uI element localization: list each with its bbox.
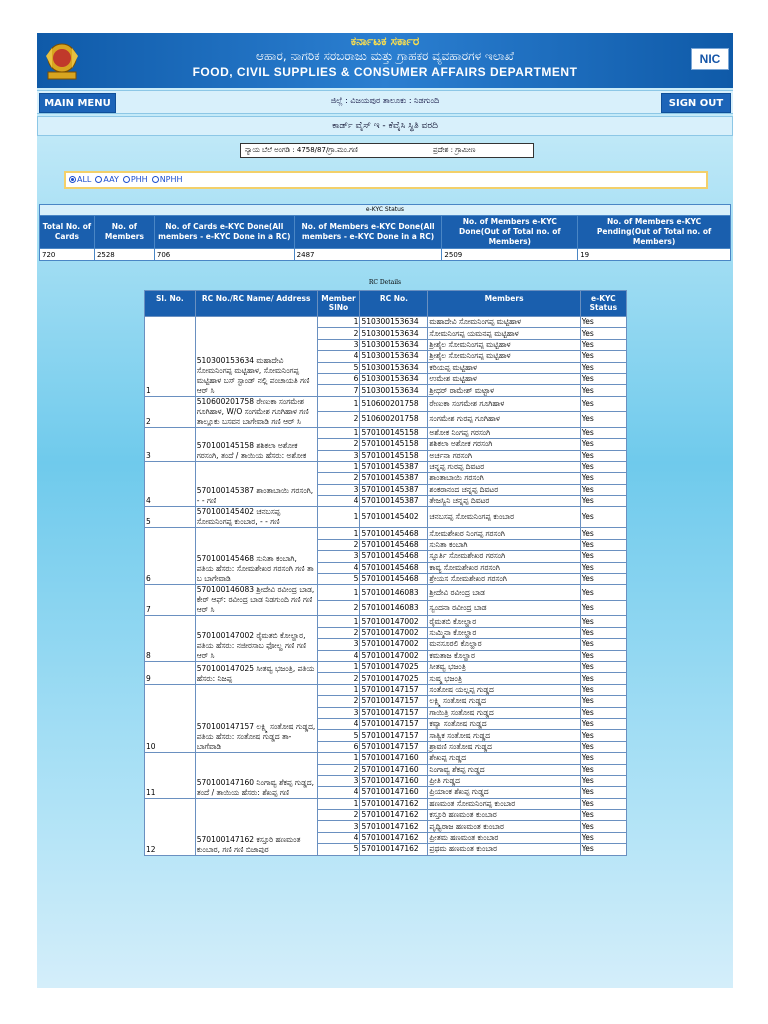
ekyc-status: Yes xyxy=(580,427,626,438)
table-row xyxy=(145,616,627,627)
member-name: ಲಕ್ಷ್ಮಿ ಸಂತೋಷ ಗುಡ್ಡದ xyxy=(428,696,580,707)
member-slno: 2 xyxy=(317,627,360,638)
ekyc-header: No. of Cards e-KYC Done(All members - e-KYC Done in a RC) xyxy=(154,216,294,249)
rc-serial: 8 xyxy=(145,616,196,662)
member-name: ಕಮತಾಜ ಕೊಲ್ಹಾರ xyxy=(428,650,580,661)
ekyc-status: Yes xyxy=(580,741,626,752)
member-slno: 1 xyxy=(317,798,360,809)
member-slno: 3 xyxy=(317,639,360,650)
ekyc-value: 706 xyxy=(154,249,294,261)
member-rc-no: 510300153634 xyxy=(360,373,428,384)
member-name: ಸೋಮಶೇಖರ ನಿಂಗಪ್ಪ ಗರಸಂಗಿ xyxy=(428,528,580,539)
member-rc-no: 570100145387 xyxy=(360,484,428,495)
member-name: ಸೀತವ್ವ ಭಜಂತ್ರಿ xyxy=(428,661,580,672)
rc-name-address: 570100145468 ಸುನಿತಾ ಕಂಬಾಗಿ, ಪತಿಯ ಹೆಸರು: ಸೋಮಶೇಖರ ಗರಸಂಗಿ ಗಣಿ ತಾ ಬ ಬಾಗೇವಾಡಿ xyxy=(195,528,317,585)
member-rc-no: 570100145387 xyxy=(360,496,428,507)
member-rc-no: 570100147025 xyxy=(360,673,428,684)
member-slno: 3 xyxy=(317,707,360,718)
member-slno: 4 xyxy=(317,351,360,362)
ekyc-status: Yes xyxy=(580,600,626,616)
member-name: ಮನಸೂರಲಿ ಕೊಲ್ಹಾರ xyxy=(428,639,580,650)
shop-label: ನ್ಯಾಯ ಬೆಲೆ ಅಂಗಡಿ : 4758/87/ಗ್ರಾ.ಮಂ.ಗಣಿ xyxy=(245,146,358,154)
filter-aay-radio[interactable] xyxy=(95,175,118,184)
member-name: ರೇಣುಕಾ ಸಂಗಮೇಶ ಗೂಗಿಹಾಳ xyxy=(428,396,580,412)
member-name: ಶ್ರೀಶೈಲ ಸೋಮನಿಂಗಪ್ಪ ಮಟ್ಟಿಹಾಳ xyxy=(428,351,580,362)
member-name: ಶ್ರಾವಣಿ ಸಂತೋಷ ಗುಡ್ಡದ xyxy=(428,741,580,752)
rc-serial: 6 xyxy=(145,528,196,585)
member-name: ರೈಮತಬಿ ಕೋಲ್ಹಾರ xyxy=(428,616,580,627)
ekyc-value: 2487 xyxy=(294,249,442,261)
member-slno: 5 xyxy=(317,844,360,855)
member-name: ಸ್ವಂದನಾ ರವೀಂದ್ರ ಬಾಡ xyxy=(428,600,580,616)
member-rc-no: 570100147162 xyxy=(360,844,428,855)
report-title: ಕಾರ್ಡ್ ವೈಸ್ ಇ - ಕೆವೈಸಿ ಸ್ಥಿತಿ ವರದಿ xyxy=(37,116,733,136)
member-name: ಶೇಖಪ್ಪ ಗುಡ್ಡದ xyxy=(428,753,580,764)
ekyc-status-table xyxy=(39,204,731,261)
member-slno: 1 xyxy=(317,753,360,764)
ekyc-status: Yes xyxy=(580,696,626,707)
ekyc-status: Yes xyxy=(580,574,626,585)
ekyc-status: Yes xyxy=(580,650,626,661)
member-slno: 1 xyxy=(317,585,360,601)
member-rc-no: 570100147002 xyxy=(360,616,428,627)
member-name: ಕಾವ್ಯ ಸೋಮಶೇಖರ ಗರಸಂಗಿ xyxy=(428,562,580,573)
member-slno: 1 xyxy=(317,461,360,472)
radio-icon[interactable] xyxy=(123,176,130,183)
member-rc-no: 570100147157 xyxy=(360,730,428,741)
member-name: ಕರಿಯಪ್ಪ ಮಟ್ಟಿಹಾಳ xyxy=(428,362,580,373)
ekyc-status: Yes xyxy=(580,764,626,775)
member-rc-no: 570100145387 xyxy=(360,461,428,472)
ekyc-header: No. of Members e-KYC Done(All members - e-KYC Done in a RC) xyxy=(294,216,442,249)
ekyc-status: Yes xyxy=(580,787,626,798)
member-slno: 3 xyxy=(317,484,360,495)
ekyc-status: Yes xyxy=(580,412,626,428)
ekyc-status: Yes xyxy=(580,328,626,339)
member-slno: 4 xyxy=(317,832,360,843)
member-rc-no: 570100145468 xyxy=(360,574,428,585)
table-row xyxy=(40,249,731,261)
member-slno: 4 xyxy=(317,562,360,573)
member-rc-no: 570100146083 xyxy=(360,585,428,601)
member-rc-no: 570100147002 xyxy=(360,627,428,638)
ekyc-header: No. of Members xyxy=(94,216,154,249)
filter-phh-radio[interactable] xyxy=(123,175,148,184)
ekyc-status: Yes xyxy=(580,496,626,507)
member-name: ಅಶೋಕ ನಿಂಗಪ್ಪ ಗರಸಂಗಿ xyxy=(428,427,580,438)
shop-info xyxy=(240,143,534,158)
member-slno: 4 xyxy=(317,718,360,729)
member-rc-no: 570100145387 xyxy=(360,473,428,484)
card-type-filter xyxy=(64,171,708,189)
member-name: ಶಾಂತಾಬಾಯಿ ಗರಸಂಗಿ xyxy=(428,473,580,484)
member-slno: 3 xyxy=(317,775,360,786)
member-rc-no: 570100145158 xyxy=(360,427,428,438)
member-slno: 3 xyxy=(317,450,360,461)
member-rc-no: 570100147160 xyxy=(360,764,428,775)
rc-name-address: 570100147160 ನಿಂಗಾವ್ವ ಶೆಕಪ್ಪ ಗುಡ್ಡದ, ತಂದೆ / ತಾಯಿಯ ಹೆಸರು: ಶೆಖಪ್ಪ ಗಣಿ xyxy=(195,753,317,799)
table-row xyxy=(145,427,627,438)
ekyc-value: 19 xyxy=(578,249,731,261)
member-name: ಸ್ಫೂರ್ತಿ ಸೋಮಶೇಖರ ಗರಸಂಗಿ xyxy=(428,551,580,562)
member-name: ಚನಬಸಪ್ಪ ಸೋಮನಿಂಗಪ್ಪ ಕುಂಬಾರ xyxy=(428,507,580,528)
member-name: ಉಮೇಶ ಮಟ್ಟಿಹಾಳ xyxy=(428,373,580,384)
member-slno: 3 xyxy=(317,821,360,832)
rc-name-address: 570100147162 ಕಸ್ತೂರಿ ಹಣಮಂತ ಕುಂಬಾರ, ಗಣಿ ಗಣಿ ಬಿಜಾಪುರ xyxy=(195,798,317,855)
member-rc-no: 570100145468 xyxy=(360,551,428,562)
member-slno: 2 xyxy=(317,328,360,339)
table-row xyxy=(145,684,627,695)
member-rc-no: 510300153634 xyxy=(360,328,428,339)
member-name: ಹಣಮಂತ ಸೋಮನಿಂಗಪ್ಪ ಕುಂಬಾರ xyxy=(428,798,580,809)
table-row xyxy=(145,396,627,412)
member-slno: 1 xyxy=(317,528,360,539)
member-slno: 2 xyxy=(317,439,360,450)
member-name: ಸುನಿತಾ ಕಂಬಾಗಿ xyxy=(428,539,580,550)
member-slno: 5 xyxy=(317,730,360,741)
table-row xyxy=(145,528,627,539)
location-text: ಜಿಲ್ಲೆ : ವಿಜಯಪುರ ತಾಲೂಕು : ನಿಡಗುಂದಿ xyxy=(330,96,440,105)
member-name: ಸಂಗಮೇಶ ಗುರಪ್ಪ ಗೂಗಿಹಾಳ xyxy=(428,412,580,428)
rc-header: RC No. xyxy=(360,291,428,317)
member-slno: 2 xyxy=(317,600,360,616)
rc-header: Members xyxy=(428,291,580,317)
rc-header: Sl. No. xyxy=(145,291,196,317)
member-rc-no: 510300153634 xyxy=(360,362,428,373)
member-rc-no: 570100147162 xyxy=(360,810,428,821)
member-rc-no: 570100147157 xyxy=(360,741,428,752)
state-title: ಕರ್ನಾಟಕ ಸರ್ಕಾರ xyxy=(350,34,420,48)
rc-name-address: 570100145402 ಚನಬಸಪ್ಪ ಸೋಮನಿಂಗಪ್ಪ ಕುಂಬಾರ, - - ಗಣಿ xyxy=(195,507,317,528)
table-row xyxy=(145,661,627,672)
member-name: ಸಾತ್ವಿಕ ಸಂತೋಷ ಗುಡ್ಡದ xyxy=(428,730,580,741)
member-rc-no: 570100147002 xyxy=(360,650,428,661)
rc-serial: 10 xyxy=(145,684,196,752)
member-rc-no: 570100147160 xyxy=(360,775,428,786)
member-name: ಶ್ರೇಯಸ ಸೋಮಶೇಖರ ಗರಸಂಗಿ xyxy=(428,574,580,585)
ekyc-status: Yes xyxy=(580,385,626,396)
member-name: ಶಶಿಕಲಾ ಅಶೋಕ ಗರಸಂಗಿ xyxy=(428,439,580,450)
ekyc-status: Yes xyxy=(580,753,626,764)
ekyc-status: Yes xyxy=(580,661,626,672)
member-slno: 6 xyxy=(317,741,360,752)
member-name: ಮಹಾದೇವಿ ಸೋಮನಿಂಗಪ್ಪ ಮಟ್ಟಿಹಾಳ xyxy=(428,317,580,328)
member-rc-no: 570100145468 xyxy=(360,562,428,573)
member-name: ಪ್ರೀತಮ ಹಣಮಂತ ಕುಂಬಾರ xyxy=(428,832,580,843)
ekyc-status: Yes xyxy=(580,775,626,786)
ekyc-status: Yes xyxy=(580,821,626,832)
rc-serial: 11 xyxy=(145,753,196,799)
nav-bar xyxy=(37,90,733,114)
table-row xyxy=(145,585,627,601)
table-row xyxy=(145,317,627,328)
rc-name-address: 570100146083 ಶ್ರೀದೇವಿ ರವೀಂದ್ರ ಬಾಡ, ಕೇರ್ ಆಫ್: ರವೀಂದ್ರ ಬಾಡ ನಿಡಗುಂದಿ ಗಣಿ ಗಣಿ ಆರ್ ಸಿ xyxy=(195,585,317,616)
ekyc-status: Yes xyxy=(580,627,626,638)
page xyxy=(37,33,733,988)
nic-logo: NIC xyxy=(691,48,729,70)
ekyc-status: Yes xyxy=(580,373,626,384)
filter-label: NPHH xyxy=(159,175,183,184)
member-name: ಪ್ರಿಯಾಂಕ ಶೆಖಪ್ಪ ಗುಡ್ಡದ xyxy=(428,787,580,798)
member-slno: 2 xyxy=(317,473,360,484)
rc-header: e-KYC Status xyxy=(580,291,626,317)
member-slno: 3 xyxy=(317,551,360,562)
table-row xyxy=(145,798,627,809)
ekyc-status: Yes xyxy=(580,551,626,562)
member-rc-no: 570100147160 xyxy=(360,753,428,764)
member-name: ಕಸ್ತೂರಿ ಹಣಮಂತ ಕುಂಬಾರ xyxy=(428,810,580,821)
ekyc-status: Yes xyxy=(580,528,626,539)
member-rc-no: 570100147160 xyxy=(360,787,428,798)
ekyc-status: Yes xyxy=(580,484,626,495)
rc-name-address: 570100145158 ಶಶಿಕಲಾ ಅಶೋಕ ಗರಸಂಗಿ, ತಂದೆ / ತಾಯಿಯ ಹೆಸರು: ಅಶೋಕ xyxy=(195,427,317,461)
member-slno: 5 xyxy=(317,362,360,373)
rc-serial: 7 xyxy=(145,585,196,616)
member-name: ಪ್ರೀತಿ ಗುಡ್ಡದ xyxy=(428,775,580,786)
member-slno: 1 xyxy=(317,661,360,672)
department-title-en: FOOD, CIVIL SUPPLIES & CONSUMER AFFAIRS DEPARTMENT xyxy=(192,65,578,79)
member-name: ಶಂಕರಾನಂದ ಚನ್ನಪ್ಪ ದಿವಟರ xyxy=(428,484,580,495)
member-rc-no: 570100145468 xyxy=(360,539,428,550)
sign-out-button[interactable]: SIGN OUT xyxy=(661,93,731,113)
rc-serial: 2 xyxy=(145,396,196,427)
member-rc-no: 570100145468 xyxy=(360,528,428,539)
member-rc-no: 570100145402 xyxy=(360,507,428,528)
ekyc-status: Yes xyxy=(580,507,626,528)
member-name: ಅರ್ಚನಾ ಗರಸಂಗಿ xyxy=(428,450,580,461)
member-slno: 7 xyxy=(317,385,360,396)
member-slno: 4 xyxy=(317,650,360,661)
member-slno: 2 xyxy=(317,696,360,707)
member-name: ಶ್ರೀಶೈಲ ಸೋಮನಿಂಗಪ್ಪ ಮಟ್ಟಿಹಾಳ xyxy=(428,339,580,350)
rc-name-address: 570100145387 ಶಾಂತಾಬಾಯಿ ಗರಸಂಗಿ, - - ಗಣಿ xyxy=(195,461,317,507)
member-name: ಕವ್ಯಾ ಸಂತೋಷ ಗುಡ್ಡದ xyxy=(428,718,580,729)
region-label: ಪ್ರದೇಶ : ಗ್ರಾಮೀಣ xyxy=(433,146,476,154)
rc-name-address: 570100147002 ರೈಮತಬಿ ಕೋಲ್ಹಾರ, ಪತಿಯ ಹೆಸರು: ನಜೀರಸಾಬ ಫೋಲ್ಹ ಗಣಿ ಗಣಿ ಆರ್ ಸಿ xyxy=(195,616,317,662)
member-rc-no: 510300153634 xyxy=(360,351,428,362)
member-rc-no: 570100147157 xyxy=(360,707,428,718)
member-rc-no: 570100147162 xyxy=(360,798,428,809)
member-rc-no: 570100147157 xyxy=(360,684,428,695)
member-rc-no: 570100147157 xyxy=(360,718,428,729)
ekyc-status: Yes xyxy=(580,396,626,412)
filter-nphh-radio[interactable] xyxy=(152,175,183,184)
rc-serial: 5 xyxy=(145,507,196,528)
ekyc-caption: e-KYC Status xyxy=(40,205,731,216)
ekyc-status: Yes xyxy=(580,616,626,627)
rc-details-table xyxy=(144,290,627,856)
member-rc-no: 510300153634 xyxy=(360,317,428,328)
ekyc-status: Yes xyxy=(580,730,626,741)
member-name: ನಿಂಗಾವ್ವ ಶೆಕಪ್ಪ ಗುಡ್ಡದ xyxy=(428,764,580,775)
member-rc-no: 570100147002 xyxy=(360,639,428,650)
ekyc-status: Yes xyxy=(580,798,626,809)
member-slno: 1 xyxy=(317,616,360,627)
ekyc-status: Yes xyxy=(580,810,626,821)
rc-serial: 4 xyxy=(145,461,196,507)
member-slno: 4 xyxy=(317,787,360,798)
member-name: ಸಂತೋಷ ಯಲ್ಲಪ್ಪ ಗುಡ್ಡದ xyxy=(428,684,580,695)
member-slno: 4 xyxy=(317,496,360,507)
ekyc-status: Yes xyxy=(580,718,626,729)
ekyc-status: Yes xyxy=(580,844,626,855)
member-slno: 2 xyxy=(317,810,360,821)
ekyc-status: Yes xyxy=(580,473,626,484)
rc-serial: 1 xyxy=(145,317,196,397)
member-rc-no: 570100145158 xyxy=(360,450,428,461)
department-header xyxy=(37,33,733,88)
member-name: ಪ್ರಥಮ ಹಣಮಂತ ಕುಂಬಾರ xyxy=(428,844,580,855)
rc-serial: 12 xyxy=(145,798,196,855)
radio-icon[interactable] xyxy=(152,176,159,183)
rc-name-address: 510600201758 ರೇಣುಕಾ ಸಂಗಮೇಶ ಗೂಗಿಹಾಳ, W/O ಸಂಗಮೇಶ ಗೂಗಿಹಾಳ ಗಣಿ ತಾಲ್ಲೂಕು ಬಸವನ ಬಾಗೇವಾಡಿ ಗಣಿ ಆರ್ ಸಿ xyxy=(195,396,317,427)
rc-serial: 9 xyxy=(145,661,196,684)
radio-icon[interactable] xyxy=(95,176,102,183)
member-slno: 1 xyxy=(317,317,360,328)
ekyc-value: 2528 xyxy=(94,249,154,261)
rc-details-caption: RC Details xyxy=(368,279,402,286)
ekyc-status: Yes xyxy=(580,439,626,450)
ekyc-status: Yes xyxy=(580,339,626,350)
rc-serial: 3 xyxy=(145,427,196,461)
member-rc-no: 510300153634 xyxy=(360,339,428,350)
rc-name-address: 570100147157 ಲಕ್ಷ್ಮಿ ಸಂತೋಷ ಗುಡ್ಡದ, ಪತಿಯ ಹೆಸರು: ಸಂತೋಷ ಗುಡ್ಡದ ತಾ-ಬಾಗೆವಾಡಿ xyxy=(195,684,317,752)
member-slno: 2 xyxy=(317,412,360,428)
ekyc-header: No. of Members e-KYC Pending(Out of Total no. of Members) xyxy=(578,216,731,249)
member-name: ಗಾಯಿತ್ರಿ ಸಂತೋಷ ಗುಡ್ಡದ xyxy=(428,707,580,718)
ekyc-status: Yes xyxy=(580,539,626,550)
rc-name-address: 570100147025 ಸೀತವ್ವ ಭಜಂತ್ರಿ, ಪತಿಯ ಹೆಸರು: ನಿಜಪ್ಪ xyxy=(195,661,317,684)
member-name: ತೇಜಸ್ವಿನಿ ಚನ್ನಪ್ಪ ದಿವಟರ xyxy=(428,496,580,507)
rc-name-address: 510300153634 ಮಹಾದೇವಿ ಸೋಮನಿಂಗಪ್ಪ ಮಟ್ಟಿಹಾಳ, ಸೋಮನಿಂಗಪ್ಪ ಮಟ್ಟಿಹಾಳ ಬಸ್ ಸ್ಟಾಂಡ್ ನಲ್ಲಿ ಪಂಚಾಯತಿ ಗಣಿ ಆರ್ ಸಿ xyxy=(195,317,317,397)
member-name: ಸೋಮನಿಂಗಪ್ಪ ಯಮನಪ್ಪ ಮಟ್ಟಿಹಾಳ xyxy=(428,328,580,339)
ekyc-status: Yes xyxy=(580,317,626,328)
table-row xyxy=(145,507,627,528)
member-rc-no: 510600201758 xyxy=(360,412,428,428)
ekyc-status: Yes xyxy=(580,707,626,718)
ekyc-status: Yes xyxy=(580,673,626,684)
ekyc-status: Yes xyxy=(580,585,626,601)
member-rc-no: 570100147025 xyxy=(360,661,428,672)
member-slno: 2 xyxy=(317,764,360,775)
department-title-kn: ಆಹಾರ, ನಾಗರಿಕ ಸರಬರಾಜು ಮತ್ತು ಗ್ರಾಹಕರ ವ್ಯವಹಾರಗಳ ಇಲಾಖೆ xyxy=(256,49,514,63)
member-rc-no: 510600201758 xyxy=(360,396,428,412)
filter-label: ALL xyxy=(77,175,92,184)
radio-icon[interactable] xyxy=(69,176,76,183)
member-rc-no: 570100147162 xyxy=(360,821,428,832)
member-slno: 1 xyxy=(317,427,360,438)
member-rc-no: 570100145158 xyxy=(360,439,428,450)
member-rc-no: 570100147162 xyxy=(360,832,428,843)
ekyc-status: Yes xyxy=(580,450,626,461)
member-slno: 2 xyxy=(317,673,360,684)
member-slno: 3 xyxy=(317,339,360,350)
ekyc-value: 2509 xyxy=(442,249,578,261)
member-slno: 1 xyxy=(317,507,360,528)
ekyc-status: Yes xyxy=(580,562,626,573)
table-row xyxy=(145,753,627,764)
member-rc-no: 570100147157 xyxy=(360,696,428,707)
member-slno: 2 xyxy=(317,539,360,550)
member-slno: 1 xyxy=(317,396,360,412)
member-name: ಶ್ರೀದೇವಿ ರವೀಂದ್ರ ಬಾಡ xyxy=(428,585,580,601)
member-rc-no: 510300153634 xyxy=(360,385,428,396)
member-slno: 6 xyxy=(317,373,360,384)
ekyc-status: Yes xyxy=(580,684,626,695)
ekyc-status: Yes xyxy=(580,639,626,650)
ekyc-status: Yes xyxy=(580,362,626,373)
member-slno: 1 xyxy=(317,684,360,695)
member-name: ಸುಮ್ಮಿನಾ ಕೋಲ್ಹಾರ xyxy=(428,627,580,638)
filter-label: AAY xyxy=(103,175,119,184)
ekyc-value: 720 xyxy=(40,249,95,261)
filter-label: PHH xyxy=(130,175,148,184)
member-rc-no: 570100146083 xyxy=(360,600,428,616)
rc-header: RC No./RC Name/ Address xyxy=(195,291,317,317)
ekyc-status: Yes xyxy=(580,461,626,472)
rc-header: Member SlNo xyxy=(317,291,360,317)
member-name: ಚನ್ನಪ್ಪ ಗುರಪ್ಪ ದಿವಟರ xyxy=(428,461,580,472)
member-slno: 5 xyxy=(317,574,360,585)
member-name: ಶ್ರೀಧರ್ ರಾಮೇಶ್ ಮಟ್ಟಾಳ xyxy=(428,385,580,396)
state-emblem-icon xyxy=(42,38,82,82)
member-name: ಪೃಥ್ವಿರಾಜ ಹಣಮಂತ ಕುಂಬಾರ xyxy=(428,821,580,832)
ekyc-status: Yes xyxy=(580,832,626,843)
filter-all-radio[interactable] xyxy=(69,175,91,184)
ekyc-status: Yes xyxy=(580,351,626,362)
main-menu-button[interactable]: MAIN MENU xyxy=(39,93,116,113)
ekyc-header: No. of Members e-KYC Done(Out of Total no. of Members) xyxy=(442,216,578,249)
table-row xyxy=(145,461,627,472)
member-name: ಸುಷ್ಮ ಭಜಂತ್ರಿ xyxy=(428,673,580,684)
ekyc-header: Total No. of Cards xyxy=(40,216,95,249)
